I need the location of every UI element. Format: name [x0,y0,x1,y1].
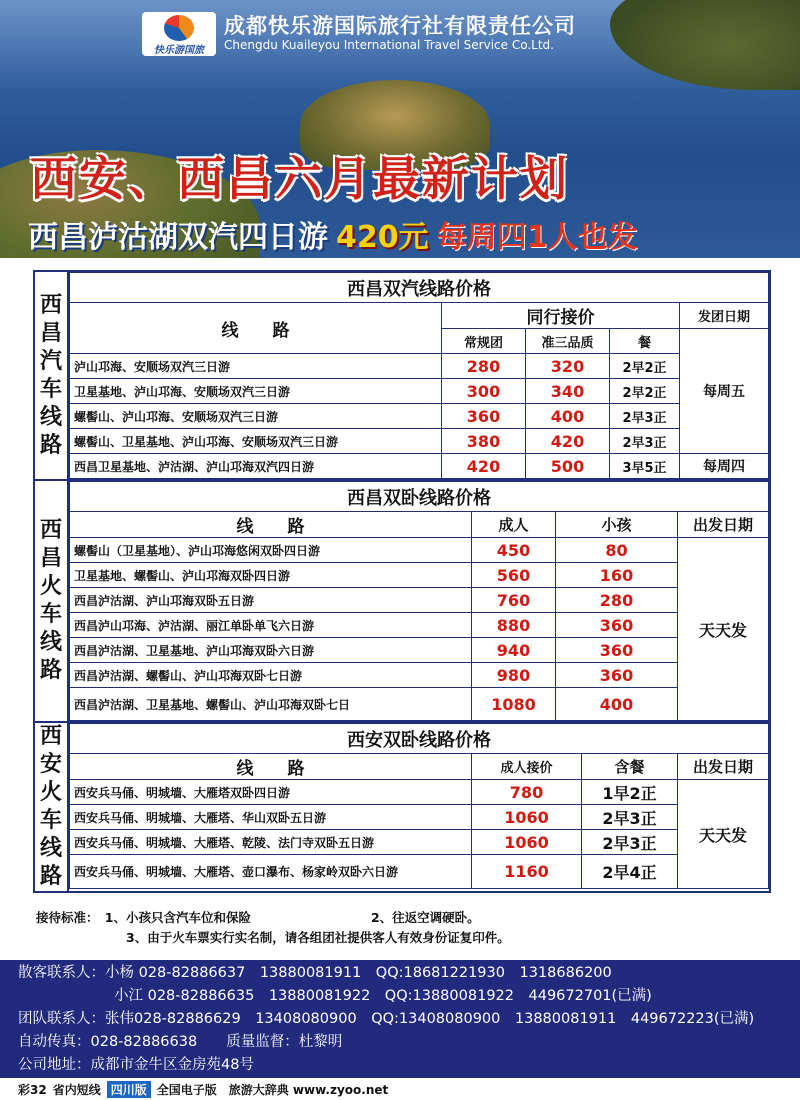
company-name-en: Chengdu Kuaileyou International Travel Service Co.Ltd. [224,38,554,52]
section-train-xichang [35,481,769,723]
table-row [70,805,769,830]
route-name: 卫星基地、螺髻山、泸山邛海双卧四日游 [70,563,472,588]
label-char: 路 [39,432,62,458]
date-weekly: 每周五 [680,329,769,454]
logo-swirl-icon [164,15,194,41]
header-child: 小孩 [556,512,678,538]
contact-line: 公司地址：成都市金牛区金房苑48号 [18,1057,254,1073]
price-adult: 1080 [472,688,556,721]
price-adult: 1160 [472,855,582,889]
service-notes [36,908,766,948]
company-logo [142,12,216,56]
contact-line: 散客联系人：小杨 028-82886637 13880081911 QQ:18681221930 1318686200 [18,965,612,981]
price-quasi: 400 [526,404,610,429]
table-row [70,538,769,563]
label-char: 线 [39,836,62,861]
header-adult: 成人 [472,512,556,538]
subheadline [28,212,638,256]
section-label-bus [35,272,69,479]
price-adult: 940 [472,638,556,663]
contact-block [0,960,800,1078]
price-child: 360 [556,663,678,688]
table-row [70,404,769,429]
price-child: 160 [556,563,678,588]
table-row [70,454,769,479]
label-char: 昌 [39,546,62,571]
section-label-train-xian [35,723,69,891]
meal: 2早2正 [610,379,680,404]
route-name: 西昌卫星基地、泸沽湖、泸山邛海双汽四日游 [70,454,442,479]
price-tables [33,270,771,893]
price-child: 360 [556,613,678,638]
sub-note: 每周四1人也发 [436,220,638,255]
page-number: 彩32 [18,1082,47,1097]
table-row [70,429,769,454]
section-label-train-xichang [35,481,69,721]
price-adult: 560 [472,563,556,588]
table-title: 西昌双卧线路价格 [70,482,769,512]
header-route: 线 路 [70,303,442,354]
header-date: 出发日期 [678,754,769,780]
price-adult: 1060 [472,805,582,830]
contact-line: 团队联系人：张伟028-82886629 13408080900 QQ:13408080900 13880081911 449672223(已满) [18,1011,755,1027]
page-footer [0,1078,800,1100]
price-child: 80 [556,538,678,563]
header-adult: 成人接价 [472,754,582,780]
price-adult: 760 [472,588,556,613]
note-line2: 3、由于火车票实行实名制，请各组团社提供客人有效身份证复印件。 [126,930,510,945]
route-name: 西安兵马俑、明城墙、大雁塔双卧四日游 [70,780,472,805]
price-regular: 380 [442,429,526,454]
sub-route: 西昌泸沽湖双汽四日游 [28,220,328,255]
table-row [70,855,769,889]
price-child: 280 [556,588,678,613]
table-row [70,688,769,721]
price-quasi: 340 [526,379,610,404]
table-row [70,830,769,855]
price-adult: 980 [472,663,556,688]
label-char: 路 [39,658,62,683]
company-name-cn: 成都快乐游国际旅行社有限责任公司 [224,14,576,38]
headline: 西安、西昌六月最新计划 [30,152,569,207]
table-row [70,379,769,404]
route-name: 螺髻山（卫星基地）、泸山邛海悠闲双卧四日游 [70,538,472,563]
edition-tag: 四川版 [107,1081,151,1098]
section-train-xian [35,723,769,891]
header-route: 线 路 [70,754,472,780]
meal: 2早3正 [610,404,680,429]
contact-line: 自动传真：028-82886638 质量监督：杜黎明 [18,1034,343,1050]
table-row [70,563,769,588]
xian-train-table [69,723,769,889]
label-char: 安 [39,752,62,777]
meal: 2早3正 [582,805,678,830]
label-char: 线 [39,404,62,430]
meal: 2早3正 [582,830,678,855]
header-meal: 含餐 [582,754,678,780]
label-char: 车 [39,808,62,833]
label-char: 线 [39,630,62,655]
date-daily: 天天发 [678,780,769,889]
price-regular: 360 [442,404,526,429]
label-char: 西 [39,518,62,543]
label-char: 汽 [39,348,62,374]
meal: 3早5正 [610,454,680,479]
price-adult: 1060 [472,830,582,855]
header-date: 出发日期 [678,512,769,538]
table-row [70,638,769,663]
route-name: 西昌泸沽湖、卫星基地、螺髻山、泸山邛海双卧七日 [70,688,472,721]
price-quasi: 320 [526,354,610,379]
label-char: 西 [39,724,62,749]
xichang-train-table [69,481,769,721]
date-thursday: 每周四 [680,454,769,479]
header-quasi: 准三品质 [526,329,610,354]
logo-text: 快乐游国旅 [154,45,204,56]
note-line1-a: 接待标准： 1、小孩只含汽车位和保险 [36,910,251,925]
price-regular: 280 [442,354,526,379]
meal: 1早2正 [582,780,678,805]
meal: 2早3正 [610,429,680,454]
route-name: 西昌泸沽湖、螺髻山、泸山邛海双卧七日游 [70,663,472,688]
label-char: 火 [39,574,62,599]
price-quasi: 500 [526,454,610,479]
label-char: 车 [39,376,62,402]
table-row [70,613,769,638]
label-char: 车 [39,602,62,627]
sub-price: 420元 [336,220,429,255]
route-name: 卫星基地、泸山邛海、安顺场双汽三日游 [70,379,442,404]
price-child: 360 [556,638,678,663]
price-regular: 420 [442,454,526,479]
label-char: 火 [39,780,62,805]
price-adult: 450 [472,538,556,563]
route-name: 泸山邛海、安顺场双汽三日游 [70,354,442,379]
table-row [70,663,769,688]
header-regular: 常规团 [442,329,526,354]
table-title: 西昌双汽线路价格 [70,273,769,303]
table-row [70,354,769,379]
footer-section: 省内短线 [52,1082,101,1097]
bus-price-table [69,272,769,479]
header-meal: 餐 [610,329,680,354]
footer-rest: 全国电子版 旅游大辞典 www.zyoo.net [156,1082,389,1097]
table-row [70,780,769,805]
price-child: 400 [556,688,678,721]
note-line1-b: 2、往返空调硬卧。 [370,910,480,925]
route-name: 螺髻山、泸山邛海、安顺场双汽三日游 [70,404,442,429]
route-name: 西安兵马俑、明城墙、大雁塔、华山双卧五日游 [70,805,472,830]
route-name: 西安兵马俑、明城墙、大雁塔、壶口瀑布、杨家岭双卧六日游 [70,855,472,889]
label-char: 西 [39,292,62,318]
table-title: 西安双卧线路价格 [70,724,769,754]
meal: 2早4正 [582,855,678,889]
label-char: 昌 [39,320,62,346]
section-bus [35,272,769,481]
header-route: 线 路 [70,512,472,538]
scenery-hill-right [610,0,800,90]
header-date: 发团日期 [680,303,769,329]
price-regular: 300 [442,379,526,404]
price-quasi: 420 [526,429,610,454]
route-name: 螺髻山、卫星基地、泸山邛海、安顺场双汽三日游 [70,429,442,454]
meal: 2早2正 [610,354,680,379]
header-banner [0,0,800,258]
price-adult: 880 [472,613,556,638]
date-daily: 天天发 [678,538,769,721]
header-price: 同行接价 [442,303,680,329]
route-name: 西安兵马俑、明城墙、大雁塔、乾陵、法门寺双卧五日游 [70,830,472,855]
route-name: 西昌泸山邛海、泸沽湖、丽江单卧单飞六日游 [70,613,472,638]
route-name: 西昌泸沽湖、泸山邛海双卧五日游 [70,588,472,613]
table-row [70,588,769,613]
label-char: 路 [39,864,62,889]
route-name: 西昌泸沽湖、卫星基地、泸山邛海双卧六日游 [70,638,472,663]
contact-line: 小江 028-82886635 13880081922 QQ:13880081922 449672701(已满) [114,988,652,1004]
price-adult: 780 [472,780,582,805]
